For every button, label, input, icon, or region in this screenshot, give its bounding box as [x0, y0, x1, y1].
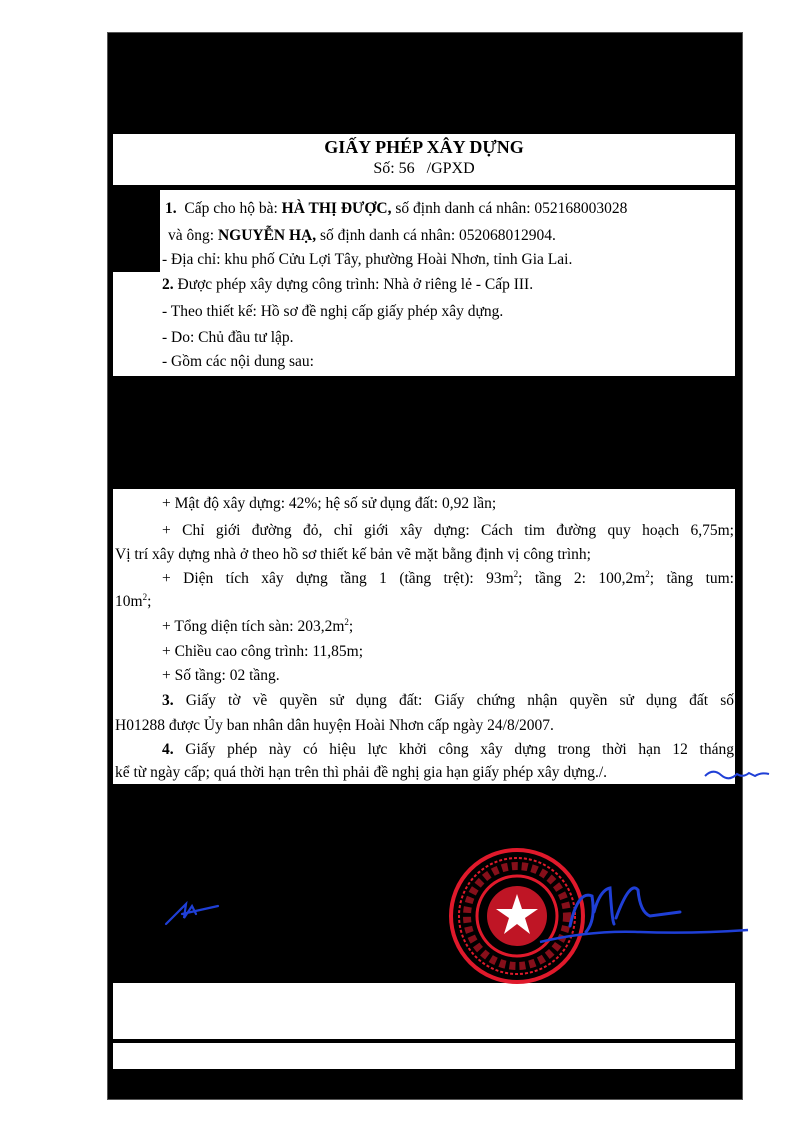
section4-line-a: 4. Giấy phép này có hiệu lực khởi công xây dựng trong thời hạn 12 tháng — [162, 741, 734, 758]
section2-design: - Theo thiết kế: Hồ sơ đề nghị cấp giấy phép xây dựng. — [162, 303, 504, 320]
official-signature — [530, 860, 752, 960]
permit-number: Số: 56 /GPXD — [373, 160, 475, 177]
initials-signature — [162, 894, 224, 928]
detail-density: + Mật độ xây dựng: 42%; hệ số sử dụng đất: 0,92 lần; — [162, 495, 497, 512]
detail-floor-total: + Tổng diện tích sàn: $203,2m^2$; — [162, 616, 354, 635]
detail-boundary-a: + Chỉ giới đường đỏ, chỉ giới xây dựng: Cách tim đường quy hoạch 6,75m; — [162, 522, 734, 539]
detail-area-a: + Diện tích xây dựng tầng 1 (tầng trệt): $93m^2$; tầng 2: $100,2m^2$; tầng tum: — [162, 568, 734, 587]
section2-title: 2. Được phép xây dựng công trình: Nhà ở riêng lẻ - Cấp III. — [162, 276, 534, 293]
section3-line-a: 3. Giấy tờ về quyền sử dụng đất: Giấy chứng nhận quyền sử dụng đất số — [162, 692, 735, 709]
detail-boundary-b: Vị trí xây dựng nhà ở theo hồ sơ thiết kế bản vẽ mặt bằng định vị công trình; — [115, 546, 591, 563]
section1-line2: và ông: NGUYỄN HẠ, số định danh cá nhân: 052068012904. — [168, 227, 556, 244]
section2-by: - Do: Chủ đầu tư lập. — [162, 329, 294, 346]
footer-band-1 — [113, 983, 735, 1039]
detail-floors: + Số tầng: 02 tầng. — [162, 667, 280, 684]
section2-includes: - Gồm các nội dung sau: — [162, 353, 314, 370]
detail-height: + Chiều cao công trình: 11,85m; — [162, 643, 364, 660]
footer-band-2 — [113, 1043, 735, 1069]
detail-area-b: $10m^2$; — [115, 591, 152, 610]
section1-address: - Địa chỉ: khu phố Cửu Lợi Tây, phường Hoài Nhơn, tỉnh Gia Lai. — [162, 251, 573, 268]
document-title: GIẤY PHÉP XÂY DỰNG — [324, 137, 524, 157]
section3-line-b: H01288 được Ủy ban nhân dân huyện Hoài Nhơn cấp ngày 24/8/2007. — [115, 717, 554, 734]
section1-line1: 1. Cấp cho hộ bà: HÀ THỊ ĐƯỢC, số định danh cá nhân: 052168003028 — [165, 200, 628, 217]
section4-line-b: kể từ ngày cấp; quá thời hạn trên thì phải đề nghị gia hạn giấy phép xây dựng./. — [115, 764, 608, 781]
ink-flourish — [703, 764, 773, 784]
